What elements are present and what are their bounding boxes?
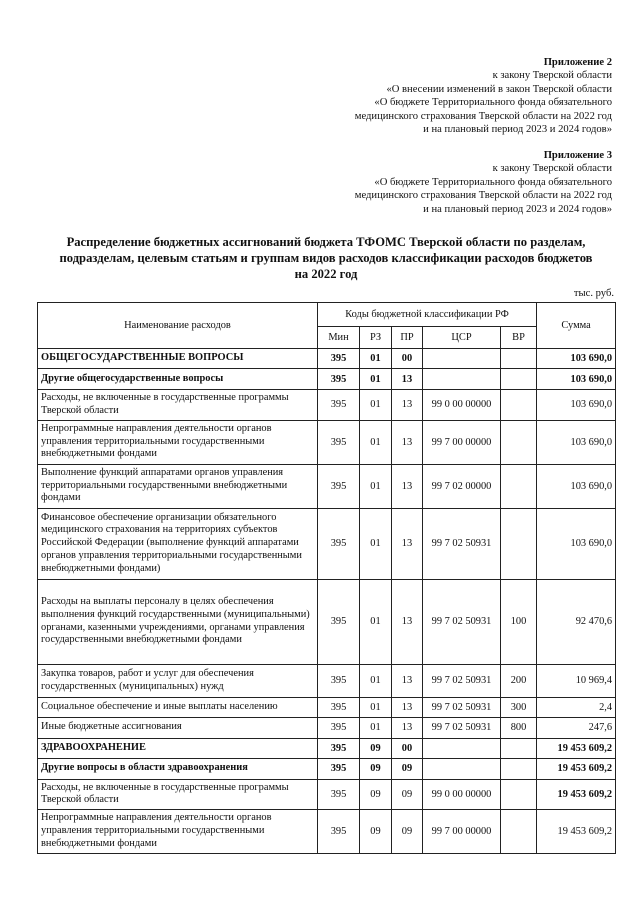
cell-vr	[501, 390, 537, 421]
cell-csr: 99 7 02 50931	[423, 717, 501, 738]
cell-rz: 01	[360, 579, 392, 664]
cell-csr: 99 7 00 00000	[423, 420, 501, 464]
document-title-line: на 2022 год	[294, 267, 358, 281]
header-min: Мин	[318, 327, 360, 349]
cell-csr	[423, 349, 501, 369]
cell-vr	[501, 349, 537, 369]
cell-csr: 99 7 02 00000	[423, 464, 501, 508]
unit-label: тыс. руб.	[573, 288, 614, 299]
cell-min: 395	[318, 420, 360, 464]
cell-pr: 00	[392, 349, 423, 369]
appendix-2-title: Приложение 2	[543, 57, 612, 68]
cell-rz: 01	[360, 390, 392, 421]
table-row	[38, 508, 616, 579]
cell-vr	[501, 508, 537, 579]
cell-vr	[501, 420, 537, 464]
cell-min: 395	[318, 664, 360, 697]
cell-csr	[423, 738, 501, 758]
cell-vr: 800	[501, 717, 537, 738]
appendix-2-line: медицинского страхования Тверской области на 2022 год	[354, 110, 612, 122]
cell-min: 395	[318, 697, 360, 717]
table-row	[38, 420, 616, 464]
cell-rz: 09	[360, 738, 392, 758]
appendix-2-header	[355, 56, 612, 136]
header-codes: Коды бюджетной классификации РФ	[318, 303, 537, 327]
cell-vr: 200	[501, 664, 537, 697]
cell-sum: 103 690,0	[537, 390, 616, 421]
cell-csr: 99 7 02 50931	[423, 579, 501, 664]
budget-table	[37, 302, 616, 854]
cell-csr: 99 7 02 50931	[423, 697, 501, 717]
appendix-2-line: к закону Тверской области	[492, 70, 612, 82]
cell-pr: 13	[392, 697, 423, 717]
cell-vr	[501, 810, 537, 854]
appendix-2-line: «О внесении изменений в закон Тверской области	[386, 83, 612, 95]
cell-rz: 01	[360, 369, 392, 390]
cell-csr: 99 7 00 00000	[423, 810, 501, 854]
cell-min: 395	[318, 738, 360, 758]
table-row	[38, 810, 616, 854]
cell-csr	[423, 758, 501, 779]
cell-rz: 01	[360, 349, 392, 369]
cell-rz: 01	[360, 717, 392, 738]
cell-pr: 13	[392, 420, 423, 464]
header-pr: ПР	[392, 327, 423, 349]
table-row	[38, 779, 616, 810]
cell-csr: 99 7 02 50931	[423, 508, 501, 579]
cell-rz: 01	[360, 420, 392, 464]
cell-pr: 00	[392, 738, 423, 758]
table-row	[38, 349, 616, 369]
document-title-line: подразделам, целевым статьям и группам видов расходов классификации расходов бюджетов	[59, 251, 593, 265]
cell-name: Другие общегосударственные вопросы	[38, 369, 318, 390]
cell-pr: 09	[392, 810, 423, 854]
cell-sum: 103 690,0	[537, 508, 616, 579]
cell-sum: 92 470,6	[537, 579, 616, 664]
cell-pr: 09	[392, 758, 423, 779]
cell-min: 395	[318, 508, 360, 579]
appendix-2-line: и на плановый период 2023 и 2024 годов»	[423, 124, 612, 136]
cell-min: 395	[318, 369, 360, 390]
cell-pr: 13	[392, 664, 423, 697]
table-row	[38, 758, 616, 779]
cell-min: 395	[318, 810, 360, 854]
cell-vr: 100	[501, 579, 537, 664]
cell-rz: 01	[360, 697, 392, 717]
cell-min: 395	[318, 349, 360, 369]
header-vr: ВР	[501, 327, 537, 349]
cell-min: 395	[318, 464, 360, 508]
appendix-3-title: Приложение 3	[543, 150, 612, 161]
cell-min: 395	[318, 758, 360, 779]
cell-vr	[501, 738, 537, 758]
table-row	[38, 697, 616, 717]
cell-rz: 09	[360, 758, 392, 779]
cell-sum: 10 969,4	[537, 664, 616, 697]
table-row	[38, 664, 616, 697]
header-rz: РЗ	[360, 327, 392, 349]
cell-name: Социальное обеспечение и иные выплаты населению	[38, 697, 318, 717]
header-csr: ЦСР	[423, 327, 501, 349]
cell-rz: 01	[360, 464, 392, 508]
document-title	[40, 234, 612, 282]
budget-table-body	[38, 349, 616, 854]
cell-name: Закупка товаров, работ и услуг для обеспечения государственных (муниципальных) нужд	[38, 664, 318, 697]
cell-name: Другие вопросы в области здравоохранения	[38, 758, 318, 779]
cell-csr: 99 0 00 00000	[423, 390, 501, 421]
cell-name: Финансовое обеспечение организации обязательного медицинского страхования на территориях субъектов Российской Федерации (выполнение функций аппаратами органов управления территориальными государственными внебюджетными фондами)	[38, 508, 318, 579]
cell-pr: 09	[392, 779, 423, 810]
table-row	[38, 464, 616, 508]
cell-name: ЗДРАВООХРАНЕНИЕ	[38, 738, 318, 758]
cell-sum: 19 453 609,2	[537, 810, 616, 854]
cell-rz: 01	[360, 664, 392, 697]
cell-name: Непрограммные направления деятельности органов управления территориальными государственными внебюджетными фондами	[38, 810, 318, 854]
cell-min: 395	[318, 717, 360, 738]
cell-csr	[423, 369, 501, 390]
cell-min: 395	[318, 779, 360, 810]
cell-name: ОБЩЕГОСУДАРСТВЕННЫЕ ВОПРОСЫ	[38, 349, 318, 369]
cell-name: Иные бюджетные ассигнования	[38, 717, 318, 738]
table-row	[38, 717, 616, 738]
cell-pr: 13	[392, 508, 423, 579]
cell-rz: 09	[360, 810, 392, 854]
cell-csr: 99 7 02 50931	[423, 664, 501, 697]
cell-sum: 19 453 609,2	[537, 779, 616, 810]
table-row	[38, 390, 616, 421]
cell-sum: 103 690,0	[537, 369, 616, 390]
header-sum: Сумма	[537, 303, 616, 349]
appendix-3-line: к закону Тверской области	[492, 163, 612, 175]
table-row	[38, 579, 616, 664]
cell-min: 395	[318, 579, 360, 664]
table-row	[38, 738, 616, 758]
cell-pr: 13	[392, 464, 423, 508]
cell-name: Расходы, не включенные в государственные программы Тверской области	[38, 779, 318, 810]
cell-pr: 13	[392, 579, 423, 664]
cell-name: Расходы, не включенные в государственные программы Тверской области	[38, 390, 318, 421]
cell-vr	[501, 369, 537, 390]
appendix-3-line: медицинского страхования Тверской области на 2022 год	[354, 190, 612, 202]
cell-sum: 103 690,0	[537, 464, 616, 508]
cell-rz: 09	[360, 779, 392, 810]
cell-name: Непрограммные направления деятельности органов управления территориальными государственными внебюджетными фондами	[38, 420, 318, 464]
cell-vr: 300	[501, 697, 537, 717]
cell-rz: 01	[360, 508, 392, 579]
cell-pr: 13	[392, 390, 423, 421]
cell-min: 395	[318, 390, 360, 421]
cell-name: Выполнение функций аппаратами органов управления территориальными государственными внебюджетными фондами	[38, 464, 318, 508]
cell-sum: 19 453 609,2	[537, 738, 616, 758]
cell-sum: 103 690,0	[537, 349, 616, 369]
appendix-2-line: «О бюджете Территориального фонда обязательного	[374, 97, 612, 109]
cell-sum: 2,4	[537, 697, 616, 717]
appendix-3-line: «О бюджете Территориального фонда обязательного	[374, 176, 612, 188]
cell-vr	[501, 464, 537, 508]
cell-pr: 13	[392, 717, 423, 738]
cell-pr: 13	[392, 369, 423, 390]
appendix-3-header	[355, 149, 612, 216]
header-name: Наименование расходов	[38, 303, 318, 349]
cell-name: Расходы на выплаты персоналу в целях обеспечения выполнения функций государственными (муниципальными) органами, казенными учреждениями, органами управления государственными внебюджетными фондами	[38, 579, 318, 664]
table-row	[38, 369, 616, 390]
appendix-3-line: и на плановый период 2023 и 2024 годов»	[423, 203, 612, 215]
cell-vr	[501, 758, 537, 779]
cell-vr	[501, 779, 537, 810]
cell-csr: 99 0 00 00000	[423, 779, 501, 810]
document-title-line: Распределение бюджетных ассигнований бюджета ТФОМС Тверской области по разделам,	[66, 235, 586, 249]
cell-sum: 103 690,0	[537, 420, 616, 464]
cell-sum: 247,6	[537, 717, 616, 738]
cell-sum: 19 453 609,2	[537, 758, 616, 779]
